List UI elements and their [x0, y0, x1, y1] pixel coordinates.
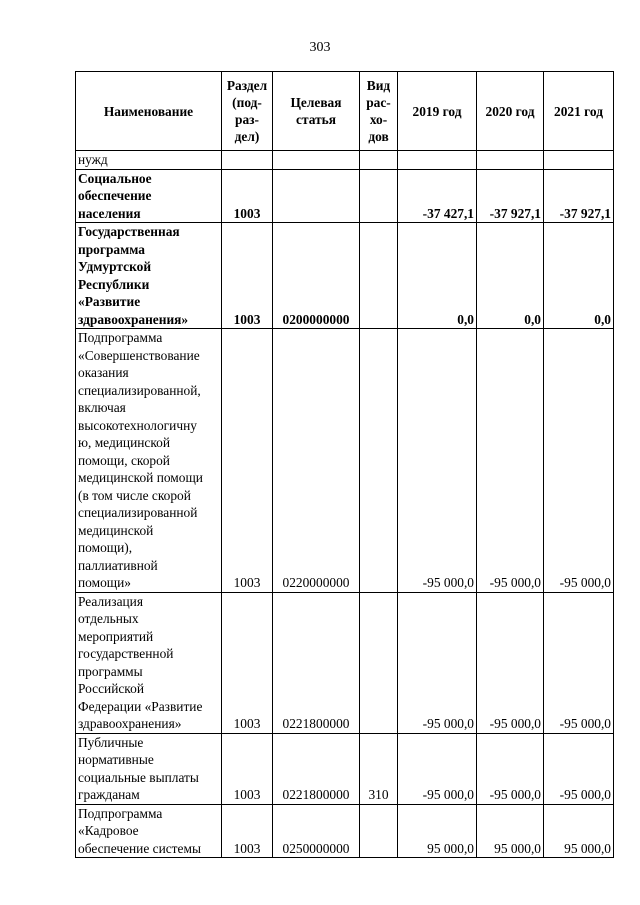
row-section: 1003 — [222, 329, 273, 593]
row-2020: 95 000,0 — [477, 804, 544, 858]
row-section: 1003 — [222, 733, 273, 804]
row-name: Государственная программа Удмуртской Республики «Развитие здравоохранения» — [76, 223, 222, 329]
row-2020: -95 000,0 — [477, 592, 544, 733]
page-number: 303 — [309, 40, 331, 55]
row-name: нужд — [76, 151, 222, 170]
row-2021 — [544, 151, 614, 170]
row-2019: 95 000,0 — [398, 804, 477, 858]
row-2021: -95 000,0 — [544, 592, 614, 733]
header-name: Наименование — [76, 72, 222, 151]
row-2020 — [477, 151, 544, 170]
row-article — [273, 169, 360, 223]
table-row — [76, 592, 614, 733]
row-2019: -95 000,0 — [398, 592, 477, 733]
row-article: 0250000000 — [273, 804, 360, 858]
table-row — [76, 151, 614, 170]
row-2021: 95 000,0 — [544, 804, 614, 858]
row-article — [273, 151, 360, 170]
header-kind: Вид рас- хо- дов — [360, 72, 398, 151]
row-2021: -95 000,0 — [544, 329, 614, 593]
header-2019: 2019 год — [398, 72, 477, 151]
row-name: Реализация отдельных мероприятий государственной программы Российской Федерации «Развитие здравоохранения» — [76, 592, 222, 733]
row-section: 1003 — [222, 169, 273, 223]
row-name: Социальное обеспечение населения — [76, 169, 222, 223]
table-row — [76, 733, 614, 804]
row-section — [222, 151, 273, 170]
row-section: 1003 — [222, 223, 273, 329]
row-2019: -37 427,1 — [398, 169, 477, 223]
row-article: 0220000000 — [273, 329, 360, 593]
row-kind — [360, 151, 398, 170]
budget-table — [75, 71, 614, 858]
row-2019: -95 000,0 — [398, 329, 477, 593]
row-2020: -37 927,1 — [477, 169, 544, 223]
row-article: 0221800000 — [273, 592, 360, 733]
row-2021: -37 927,1 — [544, 169, 614, 223]
table-row — [76, 329, 614, 593]
row-2019 — [398, 151, 477, 170]
row-2019: 0,0 — [398, 223, 477, 329]
header-2020: 2020 год — [477, 72, 544, 151]
header-2021: 2021 год — [544, 72, 614, 151]
row-2021: 0,0 — [544, 223, 614, 329]
table-row — [76, 169, 614, 223]
row-section: 1003 — [222, 592, 273, 733]
row-2021: -95 000,0 — [544, 733, 614, 804]
row-article: 0221800000 — [273, 733, 360, 804]
row-kind — [360, 329, 398, 593]
header-section: Раздел (под- раз- дел) — [222, 72, 273, 151]
row-name: Публичные нормативные социальные выплаты гражданам — [76, 733, 222, 804]
row-2020: -95 000,0 — [477, 329, 544, 593]
table-row — [76, 223, 614, 329]
row-name: Подпрограмма «Кадровое обеспечение системы — [76, 804, 222, 858]
row-kind — [360, 223, 398, 329]
row-2020: 0,0 — [477, 223, 544, 329]
row-2019: -95 000,0 — [398, 733, 477, 804]
row-2020: -95 000,0 — [477, 733, 544, 804]
row-kind — [360, 169, 398, 223]
row-kind — [360, 804, 398, 858]
row-kind: 310 — [360, 733, 398, 804]
table-header-row — [76, 72, 614, 151]
row-name: Подпрограмма «Совершенствование оказания специализированной, включая высокотехнологичну ю, медицинской помощи, скорой медицинской помощи (в том числе скорой специализированной медицинской помощи), паллиативной помощи» — [76, 329, 222, 593]
row-article: 0200000000 — [273, 223, 360, 329]
row-kind — [360, 592, 398, 733]
row-section: 1003 — [222, 804, 273, 858]
table-row — [76, 804, 614, 858]
header-article: Целевая статья — [273, 72, 360, 151]
